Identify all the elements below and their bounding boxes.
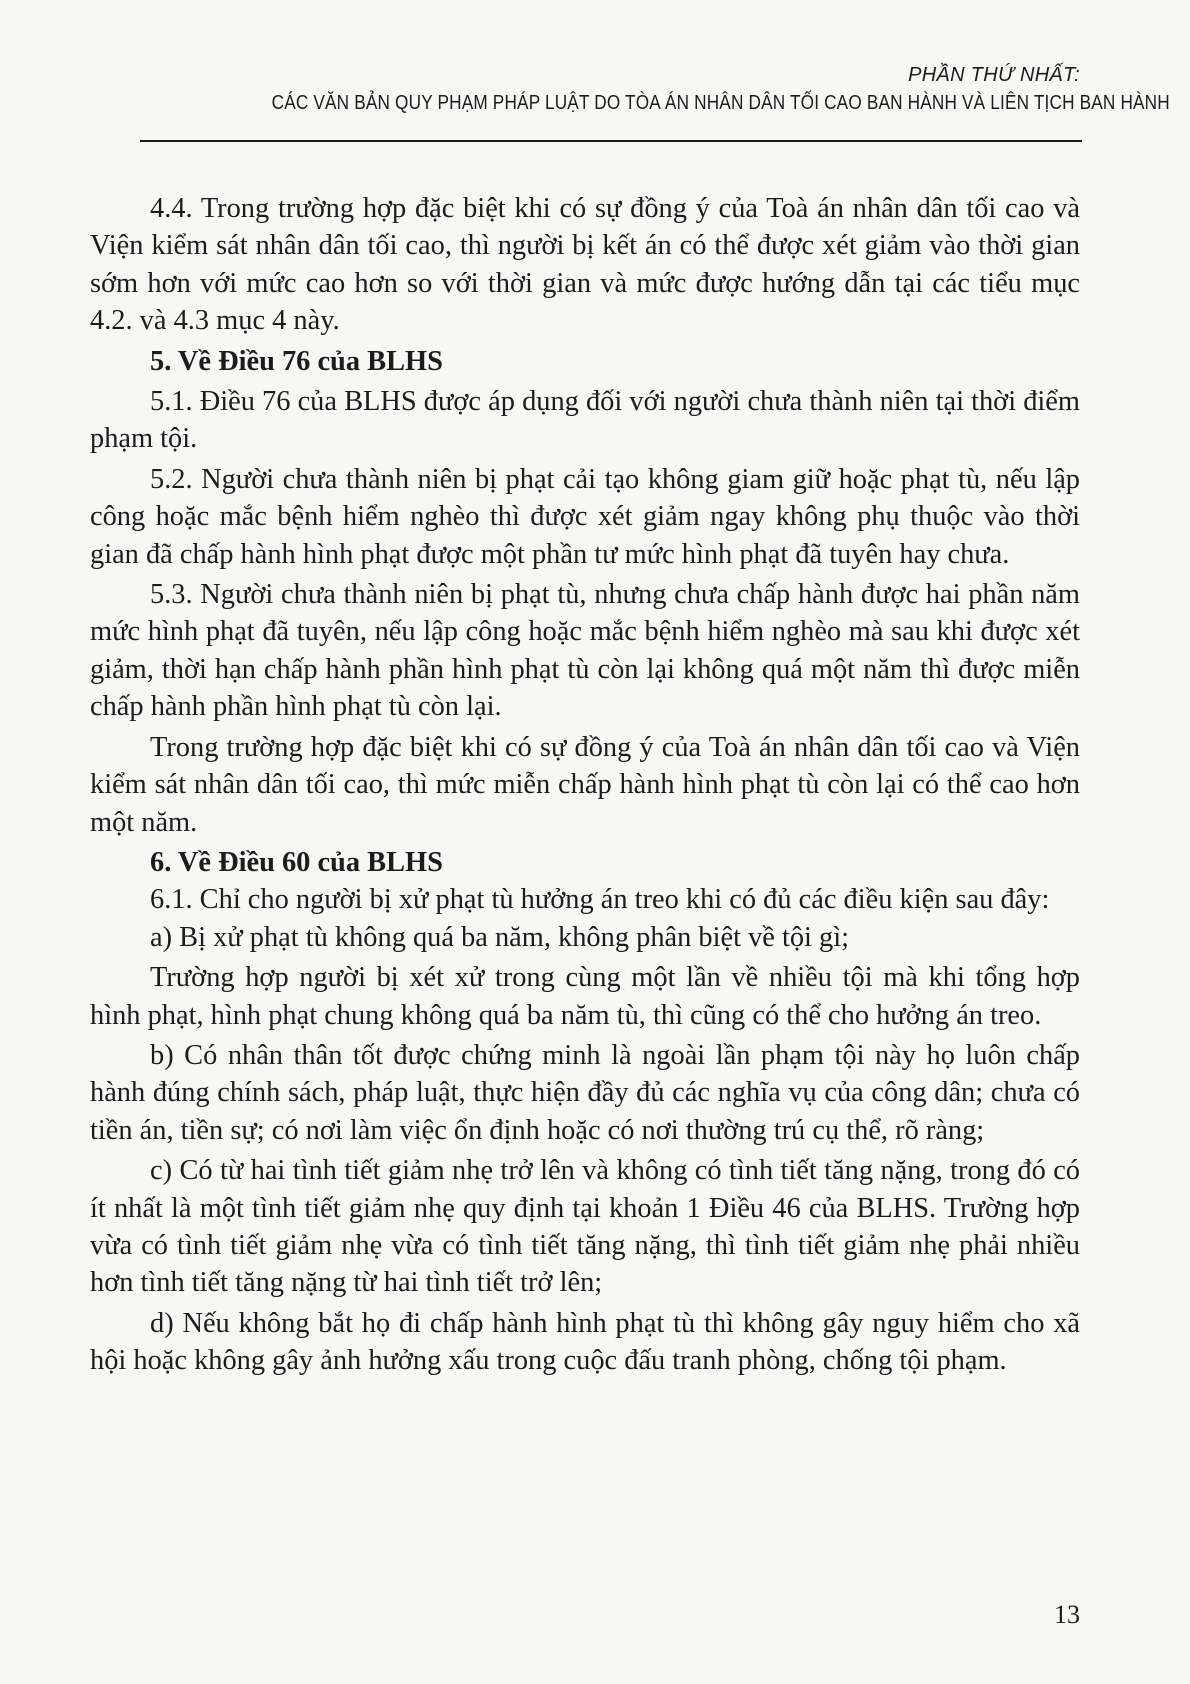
running-header: [140, 62, 1170, 118]
section-heading-6: 6. Về Điều 60 của BLHS: [150, 846, 443, 878]
paragraph-6-1-c: c) Có từ hai tình tiết giảm nhẹ trở lên và không có tình tiết tăng nặng, trong đó có ít nhất là một tình tiết giảm nhẹ quy định tại khoản 1 Điều 46 của BLHS. Trường hợp vừa có tình tiết giảm nhẹ vừa có tình tiết tăng nặng, thì tình tiết giảm nhẹ phải nhiều hơn tình tiết tăng nặng từ hai tình tiết trở lên;: [90, 1155, 1080, 1299]
paragraph-5-3-special: Trong trường hợp đặc biệt khi có sự đồng ý của Toà án nhân dân tối cao và Viện kiểm sát nhân dân tối cao, thì mức miễn chấp hành hình phạt tù còn lại có thể cao hơn một năm.: [90, 731, 1080, 838]
section-heading-5: 5. Về Điều 76 của BLHS: [150, 345, 443, 377]
paragraph-4-4: 4.4. Trong trường hợp đặc biệt khi có sự đồng ý của Toà án nhân dân tối cao và Viện kiểm sát nhân dân tối cao, thì người bị kết án có thể được xét giảm vào thời gian sớm hơn với mức cao hơn so với thời gian và mức được hướng dẫn tại các tiểu mục 4.2. và 4.3 mục 4 này.: [90, 193, 1080, 337]
page-number: 13: [1054, 1600, 1080, 1629]
paragraph-5-1: 5.1. Điều 76 của BLHS được áp dụng đối với người chưa thành niên tại thời điểm phạm tội.: [90, 386, 1080, 455]
paragraph-6-1-d: d) Nếu không bắt họ đi chấp hành hình phạt tù thì không gây nguy hiểm cho xã hội hoặc không gây ảnh hưởng xấu trong cuộc đấu tranh phòng, chống tội phạm.: [90, 1307, 1080, 1377]
document-body: [90, 190, 1080, 1380]
collection-title: CÁC VĂN BẢN QUY PHẠM PHÁP LUẬT DO TÒA ÁN NHÂN DÂN TỐI CAO BAN HÀNH VÀ LIÊN TỊCH BAN HÀNH: [271, 92, 1170, 114]
paragraph-5-2: 5.2. Người chưa thành niên bị phạt cải tạo không giam giữ hoặc phạt tù, nếu lập công hoặc mắc bệnh hiểm nghèo thì được xét giảm ngay không phụ thuộc vào thời gian đã chấp hành hình phạt được một phần tư mức hình phạt đã tuyên hay chưa.: [90, 463, 1080, 570]
paragraph-6-1: 6.1. Chỉ cho người bị xử phạt tù hưởng án treo khi có đủ các điều kiện sau đây:: [150, 884, 1050, 916]
paragraph-6-1-a-note: Trường hợp người bị xét xử trong cùng một lần về nhiều tội mà khi tổng hợp hình phạt, hình phạt chung không quá ba năm tù, thì cũng có thể cho hưởng án treo.: [90, 962, 1080, 1031]
paragraph-6-1-b: b) Có nhân thân tốt được chứng minh là ngoài lần phạm tội này họ luôn chấp hành đúng chính sách, pháp luật, thực hiện đầy đủ các nghĩa vụ của công dân; chưa có tiền án, tiền sự; có nơi làm việc ổn định hoặc có nơi thường trú cụ thể, rõ ràng;: [90, 1039, 1080, 1146]
paragraph-5-3: 5.3. Người chưa thành niên bị phạt tù, nhưng chưa chấp hành được hai phần năm mức hình phạt đã tuyên, nếu lập công hoặc mắc bệnh hiểm nghèo mà sau khi được xét giảm, thời hạn chấp hành phần hình phạt tù còn lại không quá một năm thì được miễn chấp hành phần hình phạt tù còn lại.: [90, 579, 1080, 723]
paragraph-6-1-a: a) Bị xử phạt tù không quá ba năm, không phân biệt về tội gì;: [150, 921, 850, 953]
part-label: PHẦN THỨ NHẤT:: [908, 64, 1080, 86]
header-rule: [140, 140, 1082, 142]
